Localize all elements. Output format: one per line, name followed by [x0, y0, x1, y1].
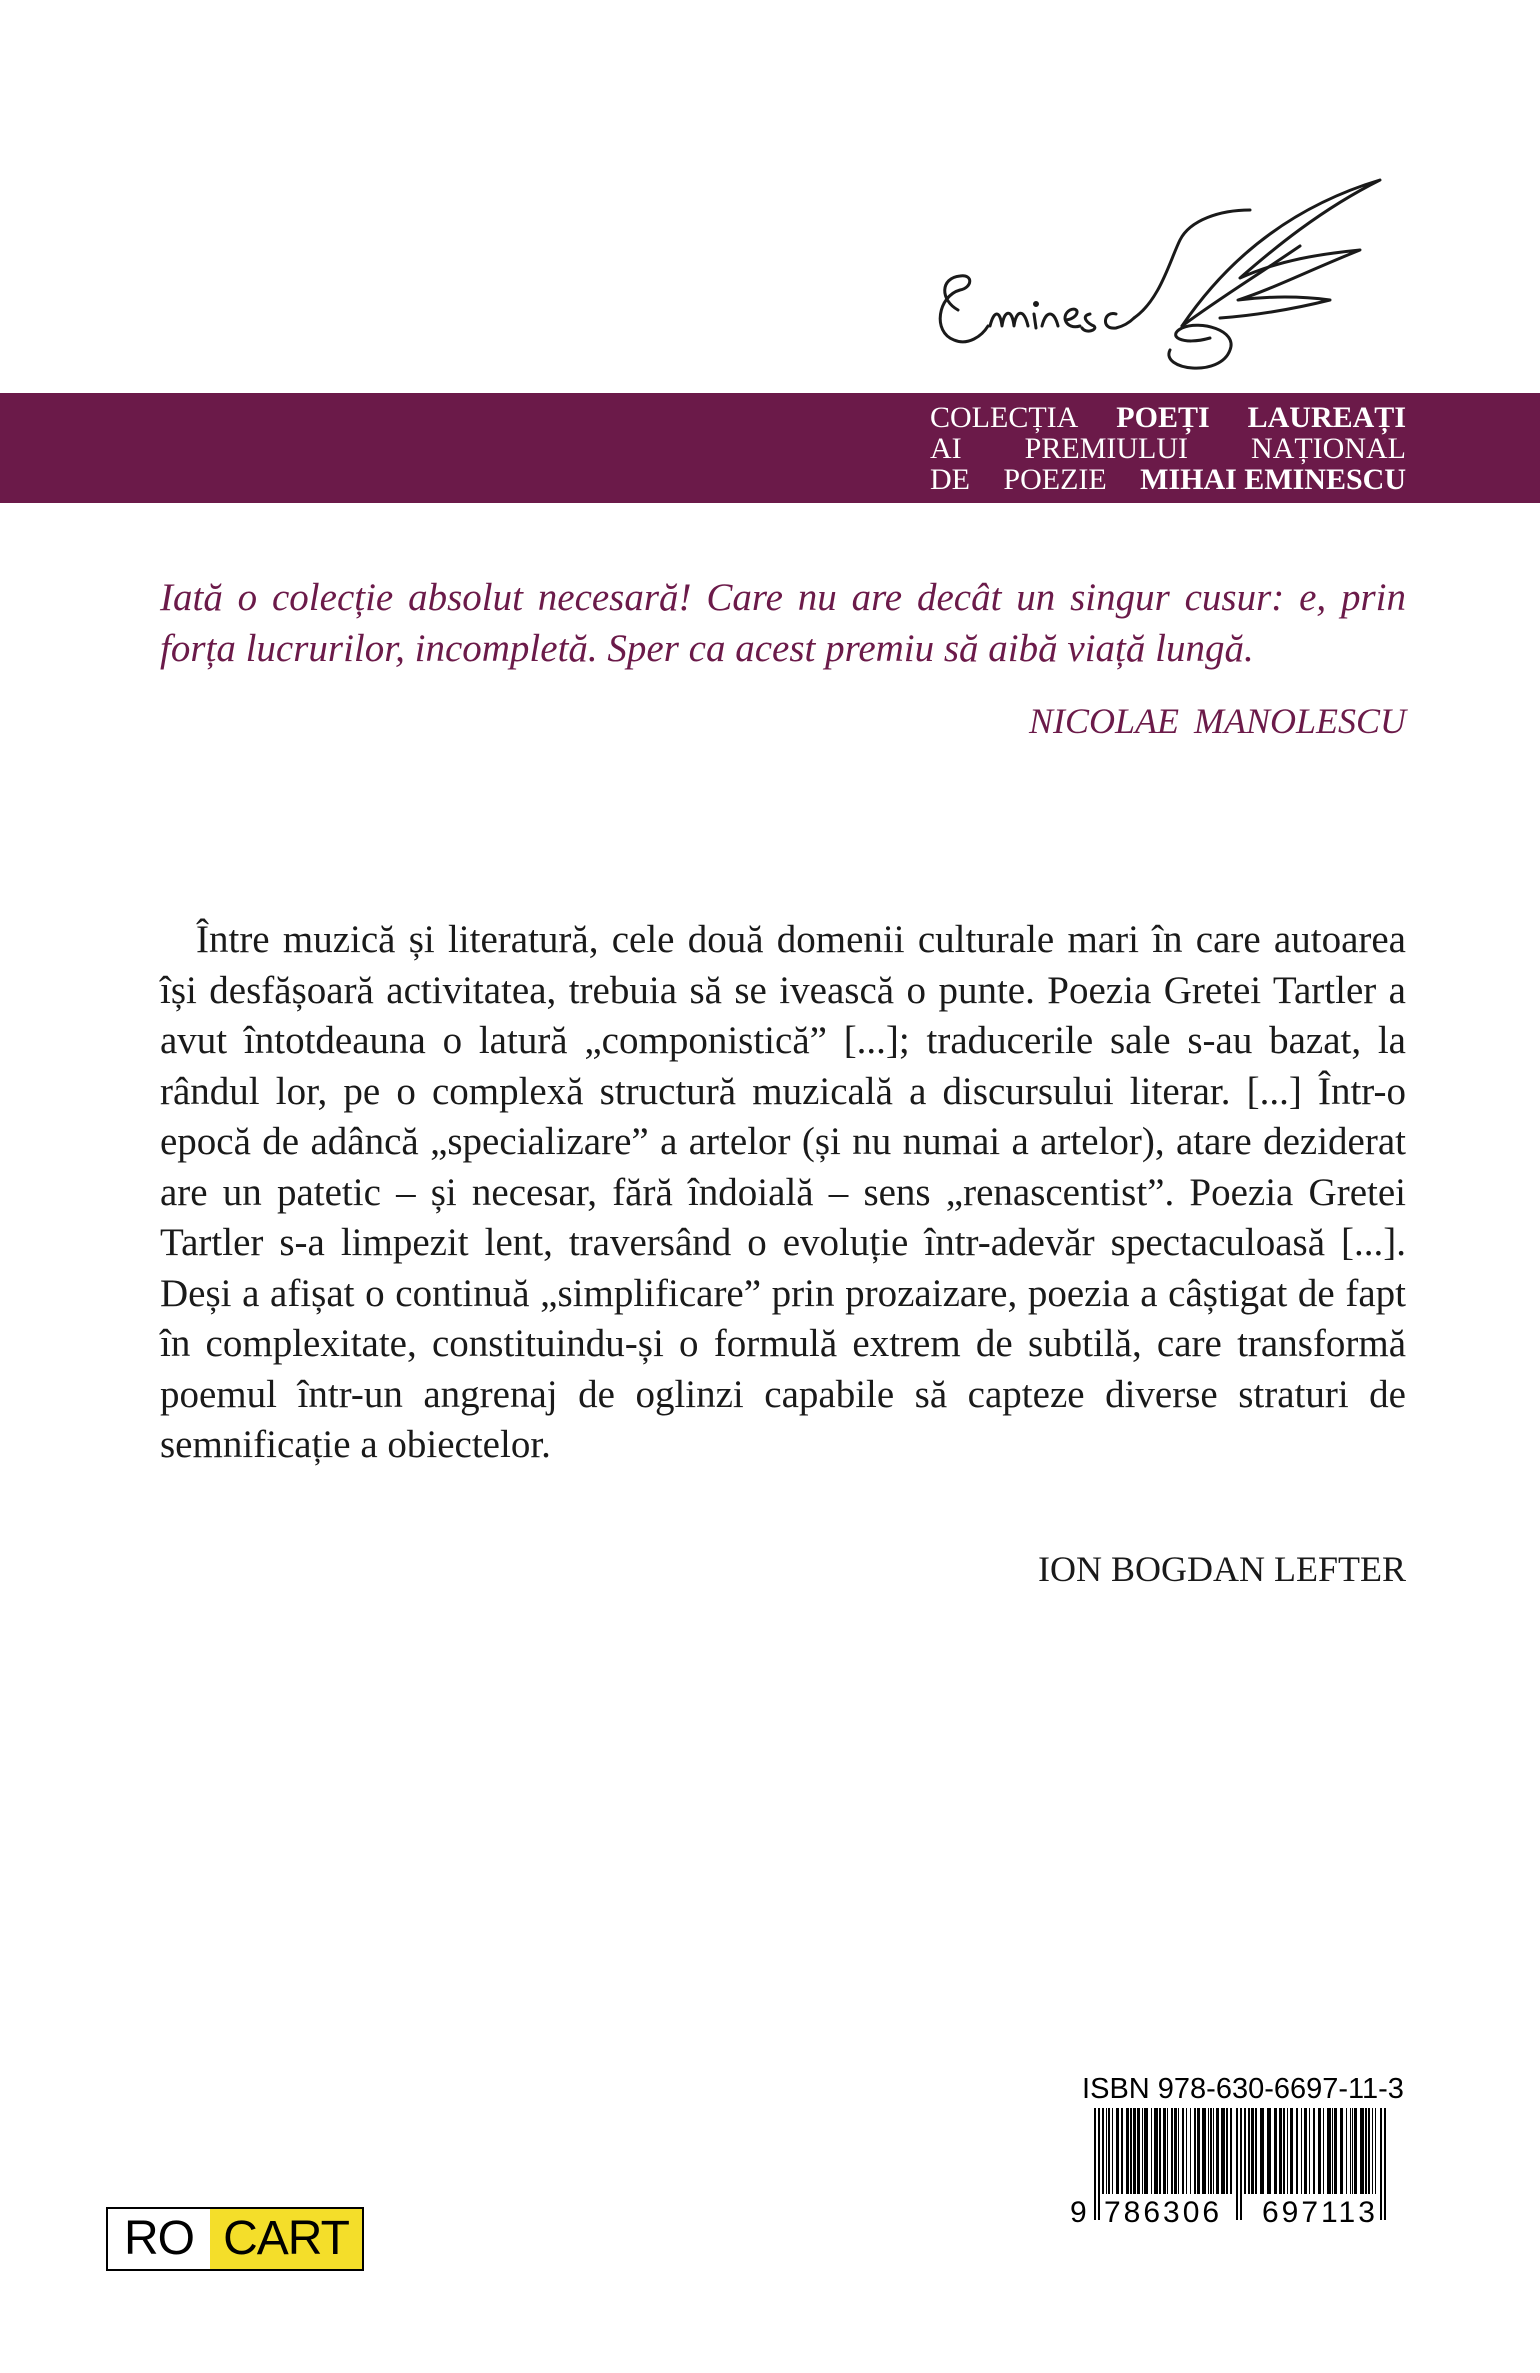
barcode-bar [1290, 2108, 1293, 2194]
series-word: LAUREAȚI [1247, 401, 1406, 434]
barcode-bar [1240, 2108, 1242, 2220]
barcode-bar [1287, 2108, 1288, 2194]
series-line-2 [930, 433, 1406, 464]
barcode-digits-right: 697113 [1262, 2196, 1378, 2229]
barcode-bar [1163, 2108, 1166, 2194]
barcode-bar [1279, 2108, 1282, 2194]
barcode-bar [1144, 2108, 1148, 2194]
barcode-bar [1112, 2108, 1113, 2194]
barcode-bar [1174, 2108, 1177, 2194]
barcode-bar [1354, 2108, 1357, 2194]
barcode-bar [1318, 2108, 1321, 2194]
barcode-digit-first: 9 [1070, 2196, 1090, 2229]
barcode-bar [1313, 2108, 1315, 2194]
barcode-bar [1186, 2108, 1187, 2194]
barcode-bar [1267, 2108, 1271, 2194]
barcode-bar [1244, 2108, 1246, 2194]
barcode-bar [1251, 2108, 1254, 2194]
barcode-bar [1151, 2108, 1152, 2194]
barcode-bar [1340, 2108, 1343, 2194]
barcode-bar [1323, 2108, 1324, 2194]
barcode-bar [1309, 2108, 1310, 2194]
barcode-bar [1197, 2108, 1200, 2194]
barcode-bar [1384, 2108, 1386, 2220]
barcode-bar [1121, 2108, 1123, 2194]
barcode-bar [1380, 2108, 1382, 2220]
barcode-bar [1255, 2108, 1257, 2194]
barcode-bar [1194, 2108, 1196, 2194]
barcode-bar [1154, 2108, 1158, 2194]
publisher-logo-part1: RO [108, 2209, 210, 2269]
barcode-bar [1102, 2108, 1104, 2194]
series-word: DE [930, 463, 970, 496]
barcode-bar [1178, 2108, 1179, 2194]
series-word: POEȚI [1116, 401, 1210, 434]
series-word: NAȚIONAL [1251, 432, 1406, 465]
barcode-bar [1230, 2108, 1232, 2194]
series-line-1 [930, 402, 1406, 433]
publisher-logo-part2: CART [210, 2209, 362, 2269]
series-word: POEZIE [1003, 463, 1107, 496]
barcode-bar [1283, 2108, 1285, 2194]
barcode-bar [1226, 2108, 1228, 2194]
barcode-digits-left: 786306 [1104, 2196, 1223, 2229]
barcode-bar [1106, 2108, 1107, 2194]
barcode-bar [1372, 2108, 1373, 2194]
barcode-bar [1332, 2108, 1333, 2194]
barcode-bar [1368, 2108, 1370, 2194]
barcode-bar [1208, 2108, 1209, 2194]
barcode-bar [1260, 2108, 1264, 2194]
barcode-bar [1248, 2108, 1250, 2194]
series-title [930, 402, 1406, 495]
barcode-bar [1202, 2108, 1206, 2194]
quote-author: NICOLAE MANOLESCU [1028, 701, 1406, 741]
barcode-bar [1190, 2108, 1191, 2194]
barcode-bar [1216, 2108, 1219, 2194]
barcode-bar [1142, 2108, 1143, 2194]
barcode-bar [1375, 2108, 1376, 2194]
barcode-bar [1350, 2108, 1351, 2194]
barcode-bar [1126, 2108, 1129, 2194]
series-word: PREMIULUI [1024, 432, 1189, 465]
barcode-bar [1346, 2108, 1347, 2194]
series-word: MIHAI EMINESCU [1140, 463, 1406, 496]
barcode-bar [1094, 2108, 1096, 2220]
series-line-3 [930, 464, 1406, 495]
publisher-logo [106, 2207, 364, 2271]
barcode-bar [1365, 2108, 1367, 2194]
barcode-bar [1221, 2108, 1225, 2194]
featured-quote: Iată o colecție absolut necesară! Care nu are decât un singur cusur: e, prin forța lucrurilor, incompletă. Sper ca acest premiu să aibă viață lungă. [160, 576, 1406, 670]
barcode-bar [1108, 2108, 1110, 2194]
barcode-bar [1236, 2108, 1238, 2220]
review-text: Între muzică și literatură, cele două domenii culturale mari în care autoarea își desfășoară activitatea, trebuia să se ivească o punte. Poezia Gretei Tartler a avut întotdeauna o latură „componistică” [...]; traducerile sale s-au bazat, la rândul lor, pe o complexă structură muzicală a discursului literar. [...] Într-o epocă de adâncă „specializare” a artelor (și nu numai a artelor), atare deziderat are un patetic – și necesar, fără îndoială – sens „renascentist”. Poezia Gretei Tartler s-a limpezit lent, traversând o evoluție într-adevăr spectaculoasă [...]. Deși a afișat o continuă „simplificare” prin prozaizare, poezia a câștigat de fapt în complexitate, constituindu-și o formulă extrem de subtilă, care transformă poemul într-un angrenaj de oglinzi capabile să capteze diverse straturi de semnificație a obiectelor. [160, 918, 1406, 1466]
barcode-bar [1296, 2108, 1298, 2194]
barcode-bar [1334, 2108, 1337, 2194]
barcode-bar [1352, 2108, 1353, 2194]
barcode-bar [1360, 2108, 1364, 2194]
barcode-bar [1327, 2108, 1331, 2194]
barcode-bar [1274, 2108, 1277, 2194]
barcode-bar [1301, 2108, 1302, 2194]
barcode-bar [1098, 2108, 1100, 2220]
barcode-bar [1116, 2108, 1119, 2194]
series-word: COLECȚIA [930, 401, 1079, 434]
barcode-bar [1304, 2108, 1307, 2194]
barcode-bar [1213, 2108, 1214, 2194]
barcode-bar [1159, 2108, 1161, 2194]
barcode-bar [1137, 2108, 1140, 2194]
barcode-bar [1210, 2108, 1212, 2194]
barcode-bar [1182, 2108, 1184, 2194]
barcode-bar [1171, 2108, 1173, 2194]
review-author: ION BOGDAN LEFTER [1038, 1549, 1406, 1589]
series-word: AI [930, 432, 962, 465]
eminescu-signature [920, 150, 1440, 400]
barcode-bar [1130, 2108, 1132, 2194]
barcode-bar [1133, 2108, 1136, 2194]
barcode-bar [1167, 2108, 1168, 2194]
isbn-label: ISBN 978-630-6697-11-3 [1082, 2073, 1404, 2105]
